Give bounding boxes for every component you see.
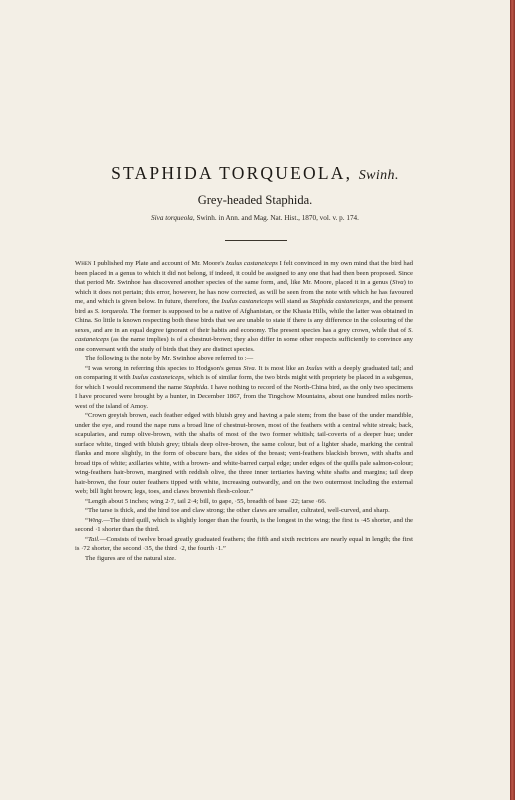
paragraph-tarse: “The tarse is thick, and the hind toe and claw strong; the other claws are smaller, cultrated, well-curved, and sharp. bbox=[85, 507, 390, 514]
paragraph-tail: “Tail.—Consists of twelve broad greatly graduated feathers; the fifth and sixth rectrices are nearly equal in length; the first is ·72 shorter, the second ·35, the third ·2, the fourth ·1.” bbox=[75, 535, 413, 552]
book-edge bbox=[510, 0, 515, 800]
text-run: It is most like an bbox=[256, 364, 307, 372]
italic-name: S. castaneiceps bbox=[75, 326, 413, 343]
paragraph-figures: The figures are of the natural size. bbox=[85, 554, 176, 562]
text-run: ) to which it does not pertain; this error, however, he has now corrected, as will be seen from the note with which he has favoured me, and which is given below. In future, therefore, the bbox=[75, 279, 413, 305]
citation bbox=[0, 214, 510, 222]
common-name: Grey-headed Staphida. bbox=[197, 193, 313, 207]
text-run: —Consists of twelve broad greatly graduated feathers; the fifth and sixth rectrices are nearly equal in length; the first is ·72 shorter, the second ·35, the third ·2, the fourth ·1.” bbox=[75, 535, 413, 552]
paragraph-measurements: “Length about 5 inches; wing 2·7, tail 2·4; bill, to gape, ·55, breadth of base ·22; tarse ·66. bbox=[85, 497, 327, 505]
italic-name: Siva. bbox=[243, 364, 257, 372]
text-run: will stand as bbox=[273, 298, 310, 305]
text-run: I published my Plate and account of Mr. Moore's bbox=[91, 260, 226, 267]
text-run: “I was wrong in referring this species to Hodgson's genus bbox=[85, 364, 244, 372]
lead-word: When bbox=[75, 260, 92, 267]
species-name: STAPHIDA TORQUEOLA, bbox=[111, 163, 353, 183]
paragraph-swinhoe-note bbox=[75, 364, 413, 412]
text-run: which is of similar form, the two birds might with propriety be placed in a subgenus, for which I would recommend the name bbox=[75, 374, 413, 391]
text-run: I have nothing to record of the North-China bird, as the only two specimens I have procured were brought by a hunter, in December 1867, from the Tingchow Mountains, about one hundred miles north-west of the island of Amoy. bbox=[75, 383, 413, 410]
text-run: The former is supposed to be a native of Afghanistan, or the Khasia Hills, while the latter was obtained in China. So little is known respecting both these birds that we are unable to state if there is any difference in the colouring of the sexes, and are in an equal degree ignorant of their habits and economy. The present species has a grey crown, while that of bbox=[75, 307, 413, 334]
paragraph-note-intro: The following is the note by Mr. Swinhoe above referred to :— bbox=[85, 355, 254, 362]
species-author: Swinh. bbox=[358, 168, 399, 183]
italic-heading: Tail. bbox=[87, 535, 100, 543]
italic-name: Ixulus castaneiceps, bbox=[132, 374, 186, 381]
italic-name: Ixulus castaneiceps bbox=[221, 298, 274, 305]
italic-heading: Wing. bbox=[87, 516, 104, 524]
text-run: with a deeply graduated tail; and on comparing it with bbox=[75, 364, 413, 381]
paragraph-intro bbox=[75, 259, 413, 354]
text-run: and the present bird as bbox=[75, 298, 413, 315]
paragraph-wing: “Wing.—The third quill, which is slightly longer than the fourth, is the longest in the wing; the first is ·45 shorter, and the second ·1 shorter than the third. bbox=[75, 516, 413, 533]
article-body bbox=[75, 259, 413, 563]
citation-reference: Swinh. in Ann. and Mag. Nat. Hist., 1870, vol. v. p. 174. bbox=[196, 214, 359, 222]
page-title bbox=[0, 163, 510, 184]
paragraph-description: “Crown greyish brown, each feather edged with bluish grey and having a pale stem; from the base of the under mandible, under the eye, and round the nape runs a broad line of chestnut-brown, most of the feathers with a central white streak; back, scapularies, and rump olive-brown, with the shafts of most of the two former whitish; tail-coverts of a deeper hue; under surface white, tinged with bluish grey; tibials deep olive-brown, the same colour, but of a lighter shade, marking the central flanks and more slightly, in the form of obscure bars, the sides of the breast; vent-feathers blackish brown, with shafts and broad tips of white; axillaries white, with a brown- and white-barred carpal edge; under edges of the quills pale salmon-colour; wing-feathers hair-brown, margined with reddish olive, the three inner tertiaries having white shafts and margins; tail deep hair-brown, the four outer feathers tipped with white, increasing outwardly, and on the two outermost including the external web; bill light brown; legs, toes, and claws brownish flesh-colour.” bbox=[75, 412, 413, 495]
citation-species: Siva torqueola, bbox=[151, 214, 195, 222]
italic-name: Staphida. bbox=[183, 383, 209, 391]
divider-rule bbox=[225, 240, 287, 241]
italic-name: Ixulus castaneiceps bbox=[225, 260, 278, 267]
text-run: I felt convinced in my own mind that the bird had been placed in a genus to which it did not belong, if indeed, it could be assigned to any one that had then been proposed. Since that period Mr. Swinhoe has discovered another species of the same form, and, like Mr. Moore, placed it in a genus ( bbox=[75, 260, 413, 286]
italic-name: Staphida castaneiceps, bbox=[309, 298, 371, 305]
italic-name: S. torqueola. bbox=[94, 307, 129, 315]
italic-name: Siva bbox=[392, 279, 404, 286]
italic-name: Ixulus bbox=[306, 364, 323, 372]
text-run: (as the name implies) is of a chestnut-brown; they also differ in some other respects sufficiently to convince any one conversant with the study of birds that they are distinct species. bbox=[75, 336, 413, 353]
text-run: —The third quill, which is slightly longer than the fourth, is the longest in the wing; the first is ·45 shorter, and the second ·1 shorter than the third. bbox=[75, 516, 413, 533]
